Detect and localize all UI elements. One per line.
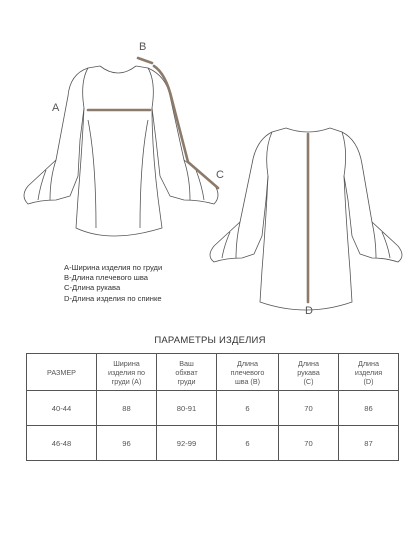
table-cell: 86 bbox=[339, 391, 399, 426]
measure-line-c bbox=[154, 66, 218, 188]
table-cell: 40-44 bbox=[27, 391, 97, 426]
table-title: ПАРАМЕТРЫ ИЗДЕЛИЯ bbox=[154, 335, 266, 346]
table-cell: 6 bbox=[217, 391, 279, 426]
legend-item: C-Длина рукава bbox=[64, 283, 121, 293]
table-header-row bbox=[27, 354, 399, 391]
table-cell: 70 bbox=[279, 426, 339, 461]
table-cell: 92-99 bbox=[157, 426, 217, 461]
table-row bbox=[27, 391, 399, 426]
table-row bbox=[27, 426, 399, 461]
table-cell: 70 bbox=[279, 391, 339, 426]
dress-back-view bbox=[210, 128, 402, 310]
header-cell: Ваш обхват груди bbox=[157, 354, 217, 391]
marker-a: A bbox=[52, 102, 60, 114]
table-cell: 6 bbox=[217, 426, 279, 461]
measure-line-b bbox=[138, 58, 152, 63]
table-cell: 46-48 bbox=[27, 426, 97, 461]
header-cell: Длина плечевого шва (В) bbox=[217, 354, 279, 391]
legend-item: D-Длина изделия по спинке bbox=[64, 293, 162, 303]
table-cell: 88 bbox=[97, 391, 157, 426]
measurement-legend bbox=[64, 263, 162, 304]
table-cell: 80-91 bbox=[157, 391, 217, 426]
marker-d: D bbox=[305, 305, 313, 317]
header-cell: РАЗМЕР bbox=[27, 354, 97, 391]
marker-c: C bbox=[216, 169, 224, 181]
size-parameters-table bbox=[26, 353, 399, 461]
table-cell: 87 bbox=[339, 426, 399, 461]
header-cell: Длина изделия (D) bbox=[339, 354, 399, 391]
table-cell: 96 bbox=[97, 426, 157, 461]
dress-front-view bbox=[24, 66, 218, 236]
marker-b: B bbox=[139, 41, 147, 53]
header-cell: Ширина изделия по груди (А) bbox=[97, 354, 157, 391]
legend-item: A-Ширина изделия по груди bbox=[64, 263, 163, 272]
header-cell: Длина рукава (С) bbox=[279, 354, 339, 391]
legend-item: B-Длина плечевого шва bbox=[64, 273, 149, 283]
